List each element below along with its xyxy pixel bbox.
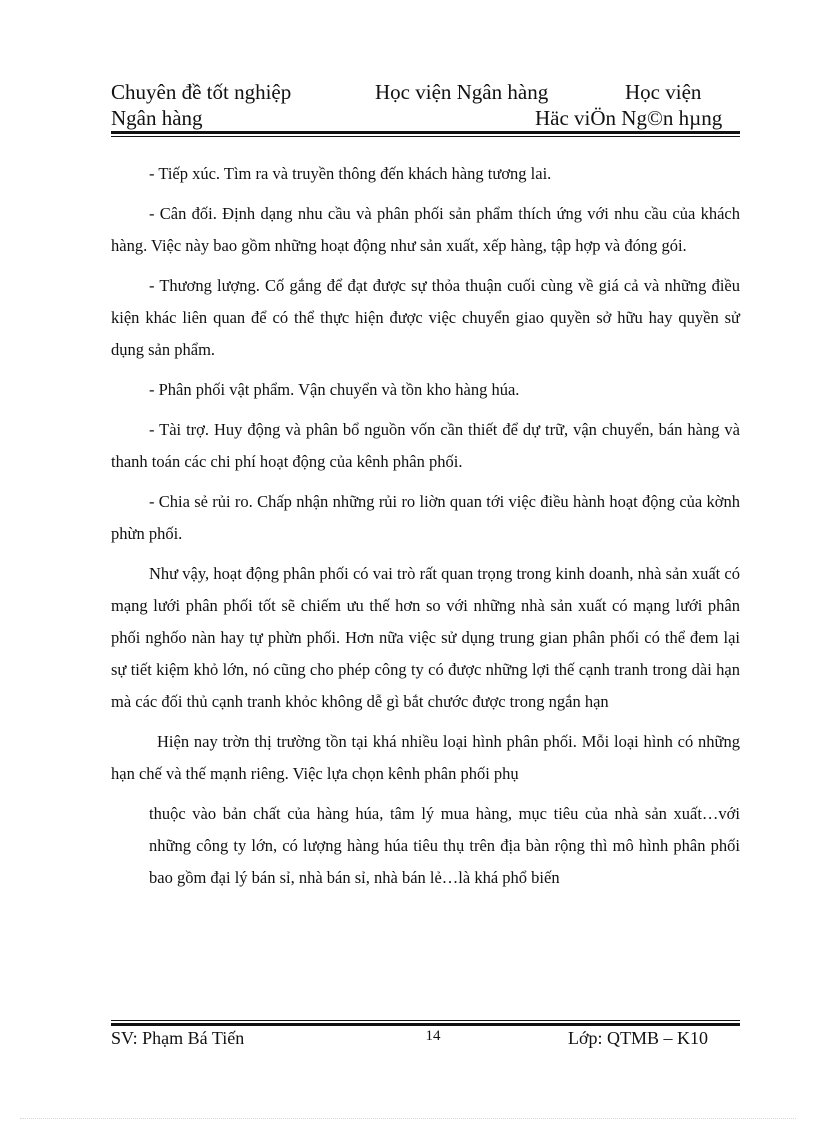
- paragraph-risk-sharing: - Chia sẻ rủi ro. Chấp nhận những rủi ro liờn quan tới việc điều hành hoạt động của kờnh phừn phối.: [111, 492, 740, 543]
- page-number: 14: [425, 1028, 441, 1044]
- paragraph-distribution: - Phân phối vật phẩm. Vận chuyển và tồn kho hàng húa.: [149, 380, 520, 399]
- paragraph-channel-choice: thuộc vào bản chất của hàng húa, tâm lý mua hàng, mục tiêu của nhà sản xuất…với những công ty lớn, có lượng hàng húa tiêu thụ trên địa bàn rộng thì mô hình phân phối bao gồm đại lý bán sỉ, nhà bán sỉ, nhà bán lẻ…là khá phổ biến: [149, 804, 740, 887]
- header-institution-cont: Ngân hàng: [111, 106, 203, 130]
- paragraph-balance: - Cân đối. Định dạng nhu cầu và phân phối sản phẩm thích ứng với nhu cầu của khách hàng. Việc này bao gồm những hoạt động như sản xuất, xếp hàng, tập hợp và đóng gói.: [111, 204, 740, 255]
- paragraph-negotiation: - Thương lượng. Cố gắng để đạt được sự thỏa thuận cuối cùng về giá cả và những điều kiện khác liên quan để có thể thực hiện được việc chuyển giao quyền sở hữu hay quyền sử dụng sản phẩm.: [111, 276, 740, 359]
- header-institution: Học viện Ngân hàng: [375, 80, 549, 104]
- paragraph-market: Hiện nay trờn thị trường tồn tại khá nhiều loại hình phân phối. Mỗi loại hình có những hạn chế và thế mạnh riêng. Việc lựa chọn kênh phân phối phụ: [111, 732, 740, 783]
- paragraph-financing: - Tài trợ. Huy động và phân bổ nguồn vốn cần thiết để dự trữ, vận chuyển, bán hàng và thanh toán các chi phí hoạt động của kênh phân phối.: [111, 420, 740, 471]
- footer-rule-thick: [111, 1023, 740, 1026]
- footer-student-name: SV: Phạm Bá Tiến: [111, 1028, 245, 1048]
- header-institution-legacy: Häc viÖn Ng©n hµng: [535, 106, 723, 130]
- header-rule-thin: [111, 136, 740, 137]
- paragraph-summary: Như vậy, hoạt động phân phối có vai trò rất quan trọng trong kinh doanh, nhà sản xuất có mạng lưới phân phối tốt sẽ chiếm ưu thế hơn so với những nhà sản xuất có mạng lưới phân phối nghốo nàn hay tự phừn phối. Hơn nữa việc sử dụng trung gian phân phối có thể đem lại sự tiết kiệm khỏ lớn, nó cũng cho phép công ty có được những lợi thế cạnh tranh trong dài hạn mà các đối thủ cạnh tranh khỏc không dễ gì bắt chước được trong ngắn hạn: [111, 564, 740, 711]
- paragraph-contact: - Tiếp xúc. Tìm ra và truyền thông đến khách hàng tương lai.: [149, 164, 552, 183]
- page-bottom-dotted-edge: [20, 1118, 796, 1119]
- body-text: [111, 158, 740, 901]
- header-institution-wrap: Học viện: [625, 80, 702, 104]
- footer-rule-thin: [111, 1020, 740, 1021]
- header-rule-thick: [111, 131, 740, 134]
- header-doc-type: Chuyên đề tốt nghiệp: [111, 80, 292, 104]
- footer-class: Lớp: QTMB – K10: [568, 1028, 709, 1048]
